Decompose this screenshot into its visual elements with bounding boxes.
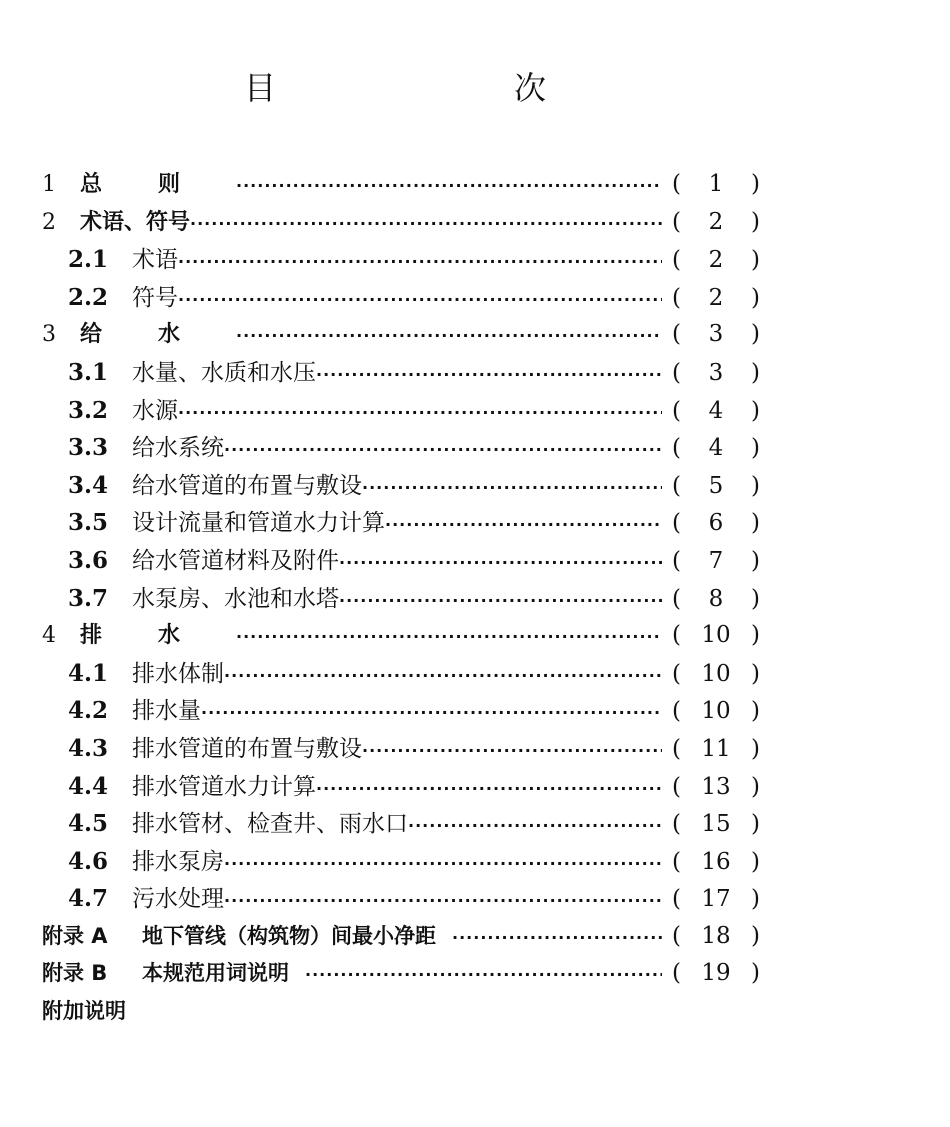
toc-entry[interactable] — [42, 880, 760, 918]
toc-entry-title: 排水管材、检查井、雨水口 — [132, 811, 408, 838]
page-number: 2 — [708, 208, 724, 235]
page-number: 4 — [708, 397, 724, 424]
paren-open: ( — [672, 735, 681, 762]
toc-entry-page — [662, 166, 760, 204]
toc-entry[interactable] — [42, 542, 760, 580]
toc-entry-title: 排水管道的布置与敷设 — [132, 735, 362, 762]
toc-entry[interactable] — [42, 279, 760, 317]
toc-entry[interactable] — [42, 316, 760, 354]
paren-close: ) — [751, 960, 760, 987]
toc-entry-page — [662, 505, 760, 542]
toc-entry-page — [662, 806, 760, 843]
toc-entry-number: 3.3 — [68, 434, 109, 462]
toc-entry-number: 1 — [42, 172, 56, 197]
paren-open: ( — [672, 359, 681, 386]
paren-open: ( — [672, 321, 681, 348]
toc-entry-title: 设计流量和管道水力计算 — [132, 510, 385, 537]
toc-leader-dots — [385, 506, 662, 542]
toc-entry-title: 术语 — [132, 247, 178, 274]
page-number: 11 — [701, 735, 731, 762]
toc-entry-title: 附加说明 — [42, 999, 126, 1024]
toc-entry-title: 排水 — [80, 623, 237, 649]
toc-entry-page — [662, 918, 760, 956]
toc-leader-dots — [236, 618, 662, 655]
toc-entry-title: 排水管道水力计算 — [132, 773, 316, 800]
page-number: 15 — [701, 811, 731, 838]
toc-entry-page — [662, 393, 760, 430]
toc-entry[interactable] — [42, 805, 760, 843]
toc-entry-title: 给水管道的布置与敷设 — [132, 472, 362, 499]
toc-leader-dots — [452, 919, 662, 956]
toc-entry[interactable] — [42, 204, 760, 242]
toc-entry-title: 给水系统 — [132, 435, 224, 462]
toc-leader-dots — [178, 243, 662, 279]
paren-open: ( — [672, 247, 681, 274]
toc-entry-page — [662, 693, 760, 730]
toc-entry-page — [662, 430, 760, 467]
page-number: 7 — [708, 547, 724, 574]
toc-entry-number: 4.6 — [68, 847, 109, 875]
paren-close: ) — [751, 171, 760, 197]
page-number: 2 — [708, 284, 724, 311]
toc-entry[interactable] — [42, 768, 760, 806]
toc-leader-dots — [236, 167, 662, 204]
toc-entry[interactable] — [42, 241, 760, 279]
toc-entry-page — [662, 656, 760, 693]
toc-entry-number: 2.2 — [68, 283, 109, 311]
toc-leader-dots — [339, 582, 662, 618]
toc-entry-number: 4.1 — [68, 659, 109, 687]
paren-open: ( — [672, 622, 681, 649]
page-title: 目 次 — [243, 69, 604, 107]
toc-entry-title: 排水量 — [132, 698, 201, 725]
page-number: 17 — [701, 886, 731, 913]
toc-leader-dots — [362, 469, 662, 505]
paren-close: ) — [751, 922, 760, 949]
toc-entry-page — [662, 844, 760, 881]
toc-entry-title: 水泵房、水池和水塔 — [132, 585, 339, 612]
toc-leader-dots — [316, 770, 662, 806]
toc-entry[interactable] — [42, 655, 760, 693]
table-of-contents — [42, 166, 760, 1031]
toc-entry-number: 4.5 — [68, 810, 109, 838]
page-number: 3 — [708, 359, 724, 386]
toc-entry-page — [662, 280, 760, 317]
page-number: 4 — [708, 435, 724, 462]
toc-entry-title: 符号 — [132, 284, 178, 311]
paren-close: ) — [751, 735, 760, 762]
paren-open: ( — [672, 435, 681, 462]
page-number: 6 — [708, 510, 724, 537]
page-number: 8 — [708, 585, 724, 612]
paren-open: ( — [672, 960, 681, 987]
page-number: 3 — [708, 321, 724, 348]
toc-entry[interactable] — [42, 392, 760, 430]
toc-entry-page — [662, 581, 760, 618]
toc-entry-number: 2.1 — [68, 246, 109, 274]
paren-open: ( — [672, 773, 681, 800]
paren-close: ) — [751, 622, 760, 649]
toc-leader-dots — [224, 882, 662, 918]
paren-close: ) — [751, 773, 760, 800]
toc-entry-title: 污水处理 — [132, 886, 224, 913]
toc-entry-number: 3.6 — [68, 546, 109, 574]
toc-entry[interactable] — [42, 692, 760, 730]
toc-entry-page — [662, 355, 760, 392]
paren-close: ) — [751, 397, 760, 424]
toc-entry-page — [662, 731, 760, 768]
toc-entry-title: 排水泵房 — [132, 848, 224, 875]
paren-close: ) — [751, 321, 760, 348]
paren-open: ( — [672, 547, 681, 574]
toc-entry[interactable] — [42, 617, 760, 655]
toc-leader-dots — [316, 356, 662, 392]
toc-entry-number: 4.2 — [68, 697, 109, 725]
paren-open: ( — [672, 510, 681, 537]
toc-entry-number: 4 — [42, 623, 56, 649]
toc-entry-number: 2 — [42, 209, 56, 235]
paren-open: ( — [672, 922, 681, 949]
paren-close: ) — [751, 359, 760, 386]
paren-open: ( — [672, 284, 681, 311]
toc-entry-title: 水量、水质和水压 — [132, 359, 316, 386]
toc-entry[interactable] — [42, 166, 760, 204]
page-number: 19 — [701, 960, 731, 987]
paren-open: ( — [672, 208, 681, 235]
toc-entry-title: 排水体制 — [132, 660, 224, 687]
toc-entry[interactable] — [42, 730, 760, 768]
paren-open: ( — [672, 811, 681, 838]
toc-entry[interactable] — [42, 993, 760, 1031]
toc-entry-title: 总则 — [80, 172, 237, 197]
toc-leader-dots — [178, 281, 662, 317]
toc-entry-number: 4.4 — [68, 772, 109, 800]
toc-entry[interactable] — [42, 429, 760, 467]
page-number: 2 — [708, 247, 724, 274]
page-number: 10 — [701, 660, 731, 687]
paren-open: ( — [672, 472, 681, 499]
paren-open: ( — [672, 585, 681, 612]
paren-open: ( — [672, 698, 681, 725]
toc-entry-title: 地下管线（构筑物）间最小净距 — [142, 923, 436, 948]
toc-entry-number: 附录 B — [42, 961, 108, 986]
toc-entry-page — [662, 769, 760, 806]
page-number: 1 — [708, 171, 724, 197]
toc-leader-dots — [201, 694, 662, 730]
toc-leader-dots — [236, 317, 662, 354]
page-number: 16 — [701, 848, 731, 875]
toc-entry-page — [662, 881, 760, 918]
toc-entry-number: 3 — [42, 322, 56, 348]
toc-entry-page — [662, 468, 760, 505]
paren-open: ( — [672, 848, 681, 875]
toc-leader-dots — [224, 845, 662, 881]
toc-entry-number: 3.4 — [68, 471, 109, 499]
paren-close: ) — [751, 547, 760, 574]
toc-entry-page — [662, 617, 760, 655]
page-number: 18 — [701, 922, 731, 949]
paren-close: ) — [751, 472, 760, 499]
paren-close: ) — [751, 585, 760, 612]
paren-close: ) — [751, 510, 760, 537]
paren-close: ) — [751, 247, 760, 274]
toc-leader-dots — [178, 394, 662, 430]
toc-entry[interactable] — [42, 955, 760, 993]
toc-leader-dots — [362, 732, 662, 768]
page-number: 10 — [701, 698, 731, 725]
toc-entry-page — [662, 543, 760, 580]
toc-entry[interactable] — [42, 918, 760, 956]
toc-leader-dots — [190, 205, 662, 242]
toc-entry-page — [662, 316, 760, 354]
paren-open: ( — [672, 886, 681, 913]
paren-open: ( — [672, 397, 681, 424]
paren-close: ) — [751, 811, 760, 838]
toc-entry[interactable] — [42, 843, 760, 881]
paren-close: ) — [751, 848, 760, 875]
toc-entry[interactable] — [42, 580, 760, 618]
toc-entry-title: 给水 — [80, 322, 237, 348]
paren-close: ) — [751, 284, 760, 311]
paren-close: ) — [751, 698, 760, 725]
toc-entry-number: 3.1 — [68, 358, 109, 386]
toc-leader-dots — [224, 431, 662, 467]
toc-entry-title: 水源 — [132, 397, 178, 424]
toc-entry[interactable] — [42, 467, 760, 505]
page-number: 5 — [708, 472, 724, 499]
toc-entry-title: 术语、符号 — [80, 209, 191, 235]
toc-entry-number: 4.3 — [68, 734, 109, 762]
toc-entry[interactable] — [42, 504, 760, 542]
paren-open: ( — [672, 660, 681, 687]
toc-leader-dots — [305, 956, 662, 993]
toc-entry-number: 3.5 — [68, 509, 109, 537]
toc-leader-dots — [408, 807, 662, 843]
toc-entry-title: 本规范用词说明 — [142, 961, 289, 986]
toc-leader-dots — [339, 544, 662, 580]
paren-open: ( — [672, 171, 681, 197]
paren-close: ) — [751, 886, 760, 913]
page-number: 10 — [701, 622, 731, 649]
toc-entry-number: 附录 A — [42, 923, 108, 948]
toc-entry[interactable] — [42, 354, 760, 392]
toc-entry-number: 3.7 — [68, 584, 109, 612]
toc-entry-title: 给水管道材料及附件 — [132, 547, 339, 574]
toc-entry-page — [662, 955, 760, 993]
paren-close: ) — [751, 208, 760, 235]
paren-close: ) — [751, 435, 760, 462]
page-number: 13 — [701, 773, 731, 800]
toc-entry-number: 4.7 — [68, 885, 109, 913]
toc-entry-page — [662, 242, 760, 279]
toc-entry-number: 3.2 — [68, 396, 109, 424]
toc-entry-page — [662, 204, 760, 242]
paren-close: ) — [751, 660, 760, 687]
toc-leader-dots — [224, 657, 662, 693]
